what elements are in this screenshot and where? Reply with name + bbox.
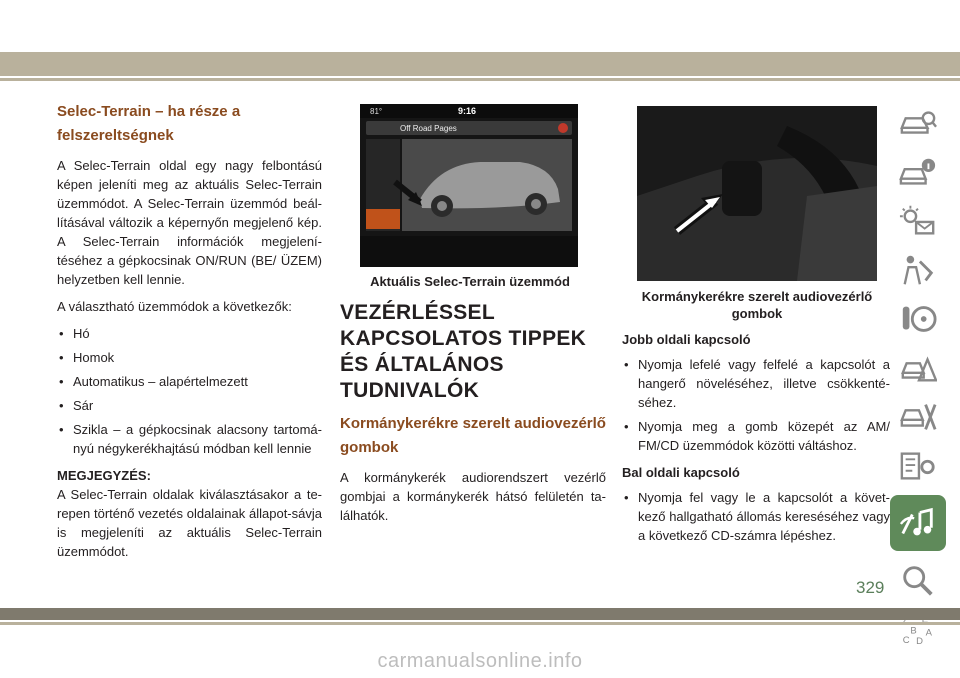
audio-controls-text: A kormánykerék audiorendszert vezérlő gombjai a kormánykerék hátsó felületén ta-lálhatók. [340,470,606,523]
servicing-tools-icon[interactable] [894,397,942,437]
footer-rule [0,622,960,625]
left-switch-heading: Bal oldali kapcsoló [622,465,740,480]
chapter-sidebar [894,103,950,658]
svg-text:D: D [916,636,923,646]
list-item: • Nyomja meg a gomb közepét az AM/ FM/CD üzemmódok közötti váltáshoz. [622,417,890,455]
screen-temp: 81° [370,107,383,116]
right-switch-list [622,355,890,455]
screen-time: 9:16 [458,106,477,116]
list-item: • Sár [57,396,322,415]
list-item: • Nyomja lefelé vagy felfelé a kapcsolót a hangerő növeléséhez, illetve csökkenté-séhez. [622,355,890,412]
header-rule [0,78,960,81]
selec-terrain-image-caption: Aktuális Selec-Terrain üzemmód [370,274,570,289]
column-middle [340,300,606,533]
svg-text:B: B [910,625,917,637]
right-switch-heading: Jobb oldali kapcsoló [622,332,751,347]
note-heading: MEGJEGYZÉS: [57,468,151,483]
modes-intro: A választható üzemmódok a következők: [57,299,292,314]
steering-wheel-controls-image [637,106,877,281]
list-item: • Hó [57,324,322,343]
steering-image-caption: Kormánykerékre szerelt audiovezérlő gombok [641,289,873,321]
index-search-icon[interactable] [894,560,942,600]
car-info-icon[interactable] [894,152,942,192]
svg-text:C: C [902,635,910,646]
car-search-icon[interactable] [894,103,942,143]
header-band [0,52,960,76]
modes-list [57,324,322,458]
left-switch-list [622,488,890,545]
section-title: VEZÉRLÉSSEL KAPCSOLATOS TIPPEK ÉS ÁLTALÁNOS TUDNIVALÓK [340,301,587,402]
list-item: • Automatikus – alapértelmezett [57,372,322,391]
list-item: • Szikla – a gépkocsinak alacsony tartomá-nyú négykerékhajtású módban kell lennie [57,420,322,458]
audio-controls-heading: Kormánykerékre szerelt audiovezérlő gombok [340,415,606,456]
list-item: • Nyomja fel vagy le a kapcsolót a követ-kező hallgatható állomás kereséséhez vagy a következő CD-számra lépéshez. [622,488,890,545]
svg-text:A: A [925,627,932,639]
safety-airbag-icon[interactable] [894,250,942,290]
column-left [57,100,322,569]
selec-terrain-intro: A Selec-Terrain oldal egy nagy felbontású képen jeleníti meg az aktuális Selec-Terrain üzemmódot. A Selec-Terrain üzemmód beál-lításával változik a képernyőn megjelenő kép. A Selec-Terrain információk megjelení-téséhez a gépkocsinak ON/RUN (BE/ ÜZEM) helyzetben kell lennie. [57,158,322,287]
selec-terrain-screen-image [360,104,578,267]
page-number: 329 [856,578,885,597]
selec-terrain-heading: Selec-Terrain – ha része a felszereltségnek [57,103,241,144]
starting-driving-icon[interactable] [894,299,942,339]
note-text: A Selec-Terrain oldalak kiválasztásakor a te-repen történő vezetés oldalainak állapot-sávja is megjeleníti az aktuális Selec-Terrain üzemmódot. [57,487,322,559]
footer-band [0,608,960,620]
column-right [622,330,890,553]
specifications-gears-icon[interactable] [894,446,942,486]
screen-title: Off Road Pages [400,124,457,133]
multimedia-icon[interactable] [890,495,946,551]
list-item: • Homok [57,348,322,367]
emergency-triangle-icon[interactable] [894,348,942,388]
dashboard-lights-icon[interactable] [894,201,942,241]
watermark: carmanualsonline.info [377,650,583,672]
